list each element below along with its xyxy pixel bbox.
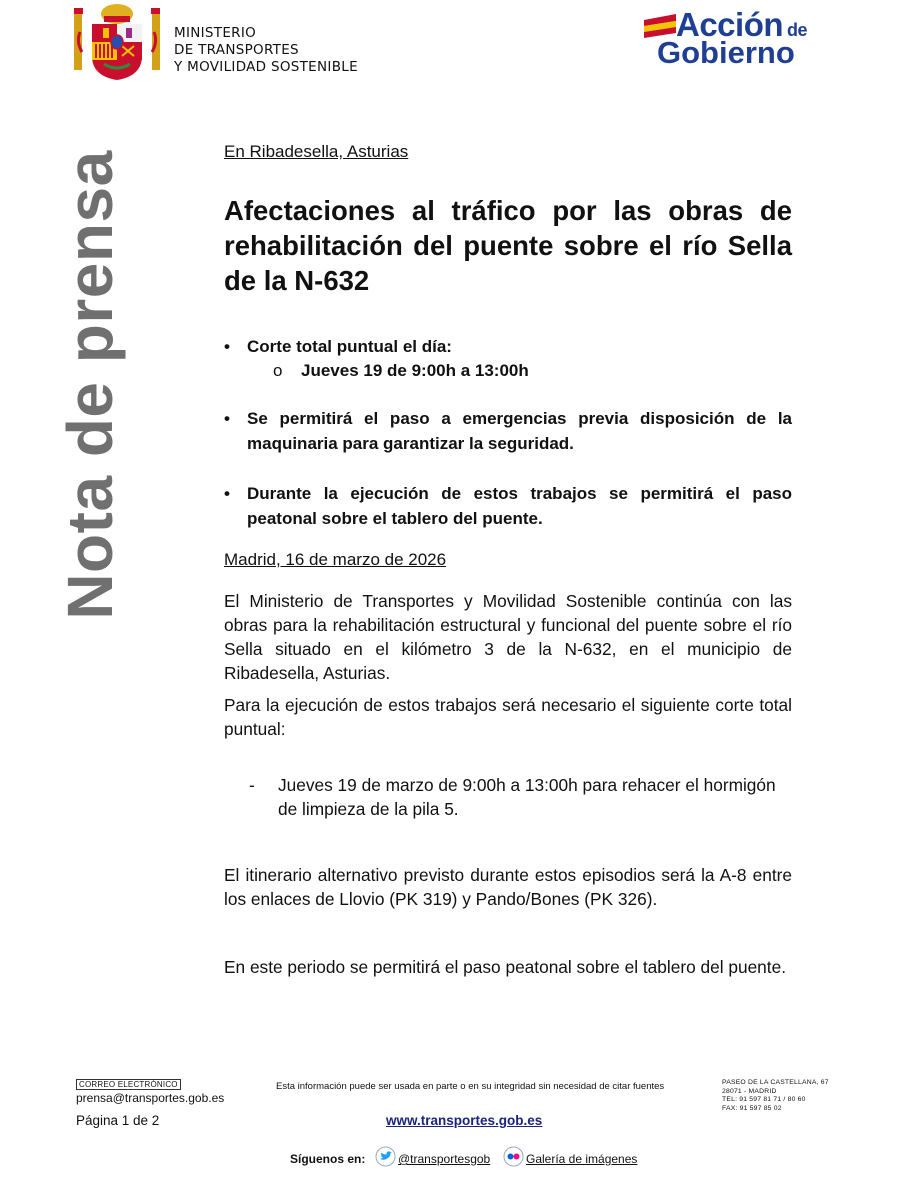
dash-item-text: Jueves 19 de marzo de 9:00h a 13:00h para rehacer el hormigón de limpieza de la pila 5.: [278, 775, 776, 819]
date-line: Madrid, 16 de marzo de 2026: [224, 550, 447, 569]
coat-of-arms-icon: [74, 2, 160, 82]
ministry-line-3: Y MOVILIDAD SOSTENIBLE: [174, 59, 358, 75]
address-line: TEL: 91 597 81 71 / 80 60: [722, 1096, 806, 1103]
body-paragraph: Para la ejecución de estos trabajos será necesario el siguiente corte total puntual:: [224, 695, 792, 739]
body-paragraph: En este periodo se permitirá el paso peatonal sobre el tablero del puente.: [224, 957, 787, 977]
ministry-name: [174, 25, 358, 76]
page-number: Página 1 de 2: [76, 1113, 160, 1128]
location-line: En Ribadesella, Asturias: [224, 142, 409, 161]
press-title: Afectaciones al tráfico por las obras de rehabilitación del puente sobre el río Sella de la N-632: [224, 195, 792, 296]
postal-address: [722, 1079, 829, 1113]
address-line: FAX: 91 597 85 02: [722, 1104, 782, 1112]
bullet-dot-icon: •: [224, 484, 230, 503]
logo-accion: Acción: [676, 6, 784, 43]
circle-bullet-icon: o: [273, 361, 283, 380]
logo-gobierno: Gobierno: [657, 35, 795, 70]
address-line: PASEO DE LA CASTELLANA, 67: [722, 1079, 829, 1086]
ministry-line-2: DE TRANSPORTES: [174, 42, 299, 58]
twitter-handle-link[interactable]: @transportesgob: [398, 1152, 491, 1166]
image-gallery-link[interactable]: Galería de imágenes: [526, 1152, 638, 1166]
address-line: 28071 - MADRID: [722, 1087, 777, 1095]
bullet-dot-icon: •: [224, 337, 230, 356]
bullet-item: [224, 406, 792, 458]
website-link[interactable]: www.transportes.gob.es: [386, 1113, 543, 1128]
bullet-dot-icon: •: [224, 409, 230, 428]
dash-bullet-icon: -: [249, 775, 255, 795]
flickr-icon[interactable]: [503, 1146, 524, 1167]
nota-de-prensa-label: Nota de prensa: [54, 150, 126, 620]
usage-disclaimer: Esta información puede ser usada en parte o en su integridad sin necesidad de citar fuentes: [276, 1081, 665, 1092]
email-label: CORREO ELECTRÓNICO: [76, 1079, 181, 1090]
bullet-text: Durante la ejecución de estos trabajos se permitirá el paso peatonal sobre el tablero del puente.: [247, 484, 792, 528]
bullet-text: Se permitirá el paso a emergencias previa disposición de la maquinaria para garantizar la seguridad.: [247, 409, 792, 453]
bullet-item: [224, 481, 792, 533]
ministry-line-1: MINISTERIO: [174, 25, 257, 41]
sub-bullet-text: Jueves 19 de 9:00h a 13:00h: [301, 361, 529, 380]
logo-de: de: [787, 20, 808, 40]
email-address[interactable]: prensa@transportes.gob.es: [76, 1091, 225, 1105]
follow-us-label: Síguenos en:: [290, 1152, 366, 1166]
bullet-item: [224, 334, 792, 360]
body-paragraph: El itinerario alternativo previsto durante estos episodios será la A-8 entre los enlaces de Llovio (PK 319) y Pando/Bones (PK 326).: [224, 865, 792, 909]
twitter-icon[interactable]: [375, 1146, 396, 1167]
bullet-text: Corte total puntual el día:: [247, 337, 452, 356]
side-label-container: [30, 150, 150, 620]
body-paragraph: El Ministerio de Transportes y Movilidad Sostenible continúa con las obras para la rehabilitación estructural y funcional del puente sobre el río Sella situado en el kilómetro 3 de la N-632, en el municipio de Ribadesella, Asturias.: [224, 591, 792, 683]
